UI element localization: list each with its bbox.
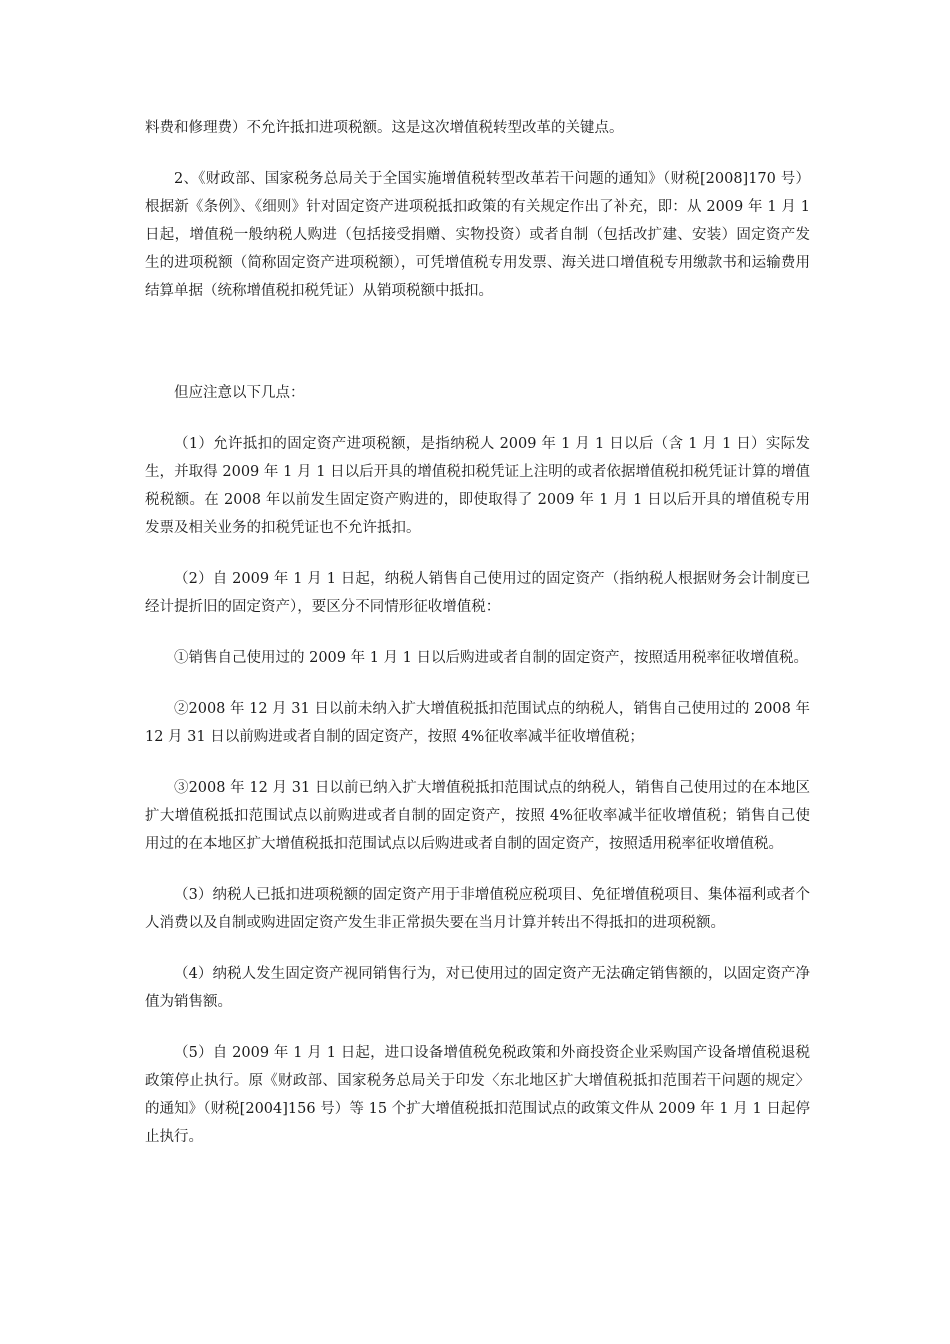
paragraph-subitem-2: ②2008 年 12 月 31 日以前未纳入扩大增值税抵扣范围试点的纳税人，销售自己使用过的 2008 年 12 月 31 日以前购进或者自制的固定资产，按照 4%征收率减半征收增值税； — [145, 701, 810, 745]
paragraph-item-2: （2）自 2009 年 1 月 1 日起，纳税人销售自己使用过的固定资产（指纳税人根据财务会计制度已经计提折旧的固定资产），要区分不同情形征收增值税： — [145, 571, 810, 615]
paragraph-subitem-3: ③2008 年 12 月 31 日以前已纳入扩大增值税抵扣范围试点的纳税人，销售自己使用过的在本地区扩大增值税抵扣范围试点以前购进或者自制的固定资产，按照 4%征收率减半征收增值税；销售自己使用过的在本地区扩大增值税抵扣范围试点以后购进或者自制的固定资产，按照适用税率征收增值税。 — [145, 780, 810, 852]
paragraph-notice-2: 2、《财政部、国家税务总局关于全国实施增值税转型改革若干问题的通知》（财税[2008]170 号）根据新《条例》、《细则》针对固定资产进项税抵扣政策的有关规定作出了补充，即：从 2009 年 1 月 1 日起，增值税一般纳税人购进（包括接受捐赠、实物投资）或者自制（包括改扩建、安装）固定资产发生的进项税额（简称固定资产进项税额），可凭增值税专用发票、海关进口增值税专用缴款书和运输费用结算单据（统称增值税扣税凭证）从销项税额中抵扣。 — [145, 171, 810, 299]
paragraph-item-4: （4）纳税人发生固定资产视同销售行为，对已使用过的固定资产无法确定销售额的，以固定资产净值为销售额。 — [145, 966, 810, 1010]
paragraph-subitem-1: ①销售自己使用过的 2009 年 1 月 1 日以后购进或者自制的固定资产，按照适用税率征收增值税。 — [174, 650, 809, 666]
paragraph-continuation: 料费和修理费）不允许抵扣进项税额。这是这次增值税转型改革的关键点。 — [145, 120, 624, 136]
paragraph-item-1: （1）允许抵扣的固定资产进项税额，是指纳税人 2009 年 1 月 1 日以后（含 1 月 1 日）实际发生，并取得 2009 年 1 月 1 日以后开具的增值税扣税凭证上注明的或者依据增值税扣税凭证计算的增值税税额。在 2008 年以前发生固定资产购进的，即使取得了 2009 年 1 月 1 日以后开具的增值税专用发票及相关业务的扣税凭证也不允许抵扣。 — [145, 436, 810, 536]
paragraph-item-3: （3）纳税人已抵扣进项税额的固定资产用于非增值税应税项目、免征增值税项目、集体福利或者个人消费以及自制或购进固定资产发生非正常损失要在当月计算并转出不得抵扣的进项税额。 — [145, 887, 810, 931]
blank-spacer — [145, 328, 810, 379]
paragraph-note-intro: 但应注意以下几点： — [174, 385, 305, 401]
document-page — [145, 114, 810, 1174]
paragraph-item-5: （5）自 2009 年 1 月 1 日起，进口设备增值税免税政策和外商投资企业采购国产设备增值税退税政策停止执行。原《财政部、国家税务总局关于印发〈东北地区扩大增值税抵扣范围若干问题的规定〉的通知》（财税[2004]156 号）等 15 个扩大增值税抵扣范围试点的政策文件从 2009 年 1 月 1 日起停止执行。 — [145, 1045, 810, 1145]
